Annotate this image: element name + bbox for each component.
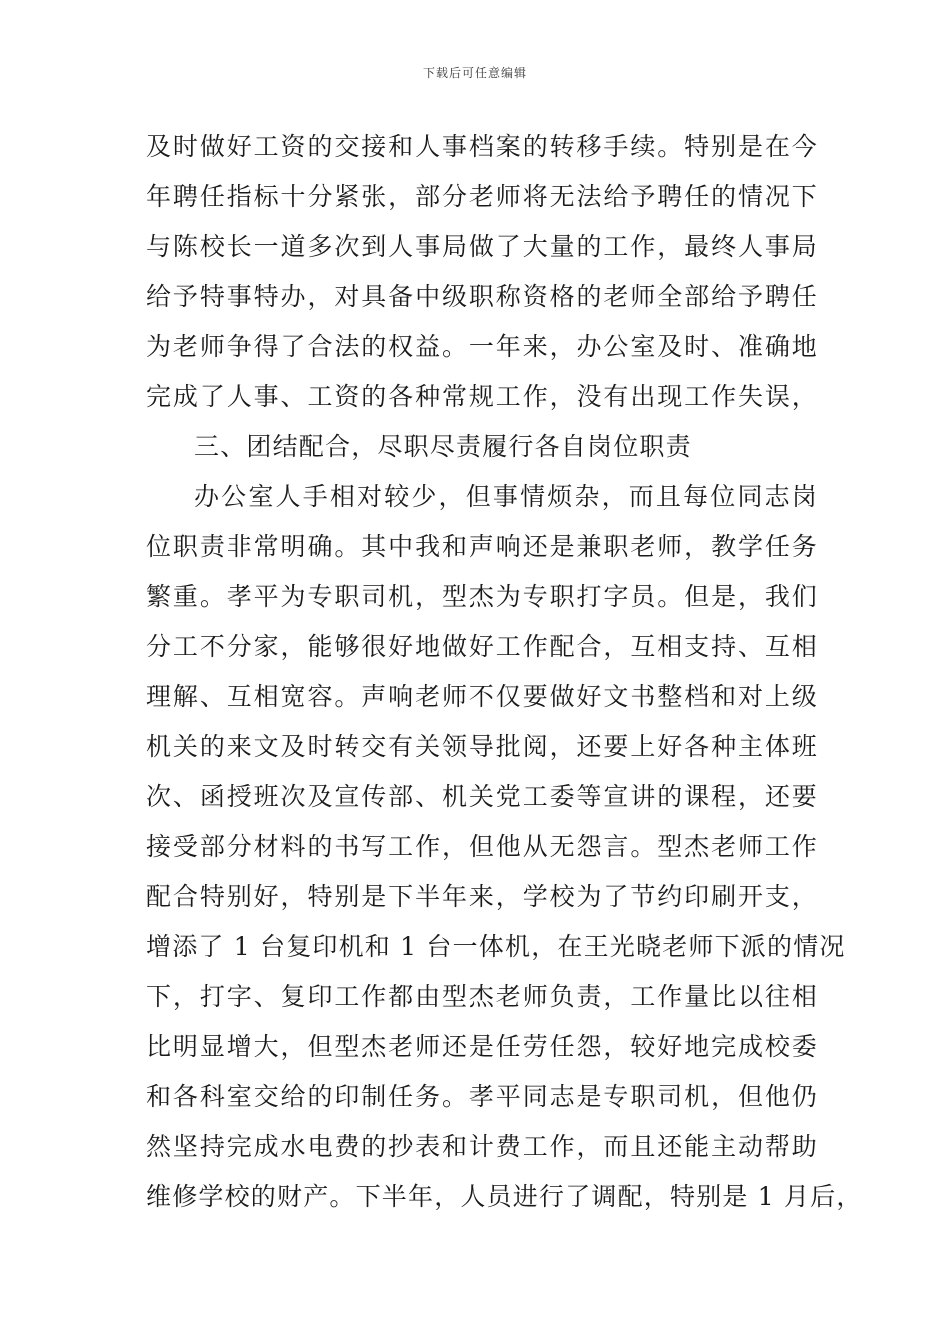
document-body [146, 122, 863, 1222]
text-line: 然坚持完成水电费的抄表和计费工作，而且还能主动帮助 [146, 1132, 818, 1161]
text-line: 完成了人事、工资的各种常规工作，没有出现工作失误， [146, 382, 818, 411]
text-line: 分工不分家，能够很好地做好工作配合，互相支持、互相 [146, 632, 818, 661]
text-line: 维修学校的财产。下半年，人员进行了调配，特别是 1 月后， [146, 1182, 863, 1211]
text-line: 理解、互相宽容。声响老师不仅要做好文书整档和对上级 [146, 682, 818, 711]
text-line: 比明显增大，但型杰老师还是任劳任怨，较好地完成校委 [146, 1032, 818, 1061]
text-line: 办公室人手相对较少，但事情烦杂，而且每位同志岗 [194, 482, 818, 511]
text-line: 接受部分材料的书写工作，但他从无怨言。型杰老师工作 [146, 832, 818, 861]
text-line: 下，打字、复印工作都由型杰老师负责，工作量比以往相 [146, 982, 818, 1011]
text-line: 位职责非常明确。其中我和声响还是兼职老师，教学任务 [146, 532, 818, 561]
text-line: 为老师争得了合法的权益。一年来，办公室及时、准确地 [146, 332, 818, 361]
text-line: 和各科室交给的印制任务。孝平同志是专职司机，但他仍 [146, 1082, 818, 1111]
text-line: 与陈校长一道多次到人事局做了大量的工作，最终人事局 [146, 232, 818, 261]
text-line: 年聘任指标十分紧张，部分老师将无法给予聘任的情况下 [146, 182, 818, 211]
text-line: 配合特别好，特别是下半年来，学校为了节约印刷开支， [146, 882, 818, 911]
text-line: 增添了 1 台复印机和 1 台一体机，在王光晓老师下派的情况 [146, 932, 846, 961]
text-line: 给予特事特办，对具备中级职称资格的老师全部给予聘任 [146, 282, 818, 311]
section-heading: 三、团结配合，尽职尽责履行各自岗位职责 [194, 432, 692, 461]
text-line: 繁重。孝平为专职司机，型杰为专职打字员。但是，我们 [146, 582, 818, 611]
text-line: 次、函授班次及宣传部、机关党工委等宣讲的课程，还要 [146, 782, 818, 811]
page-header: 下载后可任意编辑 [422, 66, 527, 80]
text-line: 机关的来文及时转交有关领导批阅，还要上好各种主体班 [146, 732, 818, 761]
text-line: 及时做好工资的交接和人事档案的转移手续。特别是在今 [146, 132, 818, 161]
